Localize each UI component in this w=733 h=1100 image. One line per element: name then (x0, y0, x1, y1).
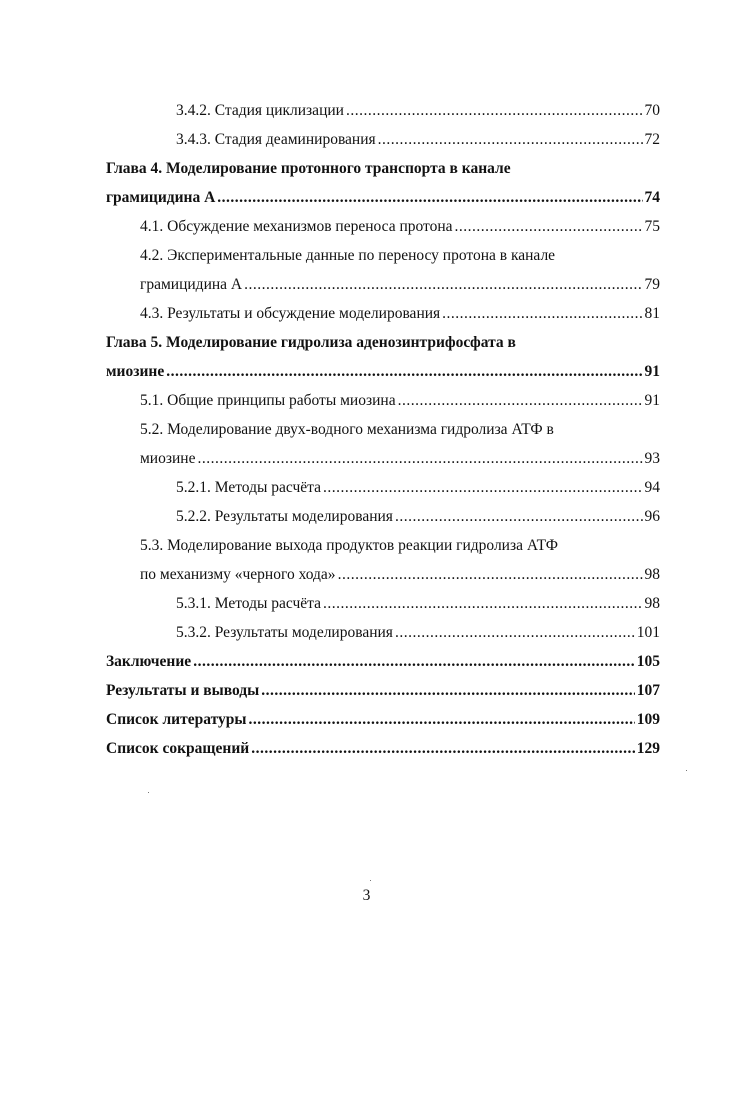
toc-entry-text: 3.4.3. Стадия деаминирования (176, 131, 376, 148)
dot-leader (338, 564, 643, 586)
toc-entry-5-2-2[interactable] (176, 506, 660, 528)
dot-leader (248, 709, 634, 731)
toc-entry-text: 5.3.1. Методы расчёта (176, 595, 321, 612)
toc-entry-text: миозине (140, 450, 196, 467)
toc-entry-5-3[interactable] (140, 564, 660, 586)
toc-entry-conclusion[interactable] (106, 651, 660, 673)
toc-entry-5-1[interactable] (140, 390, 660, 412)
toc-5-2-title-line1: 5.2. Моделирование двух-водного механизма гидролиза АТФ в (140, 421, 554, 438)
toc-entry-text: 4.1. Обсуждение механизмов переноса протона (140, 218, 453, 235)
toc-entry-page: 105 (636, 653, 660, 670)
dot-leader (323, 593, 643, 615)
dot-leader (395, 622, 635, 644)
toc-entry-text: грамицидина А (106, 189, 216, 206)
toc-entry-page: 75 (644, 218, 660, 235)
toc-entry-page: 91 (644, 392, 660, 409)
dot-leader (395, 506, 643, 528)
toc-entry-text: миозине (106, 363, 165, 380)
dot-leader (251, 738, 635, 760)
toc-entry-text: по механизму «черного хода» (140, 566, 336, 583)
toc-entry-page: 96 (644, 508, 660, 525)
toc-entry-page: 79 (644, 276, 660, 293)
toc-entry-results[interactable] (106, 680, 660, 702)
toc-entry-abbreviations[interactable] (106, 738, 660, 760)
toc-entry-4-2[interactable] (140, 274, 660, 296)
toc-entry-text: Результаты и выводы (106, 682, 260, 699)
toc-entry-chapter-5[interactable] (106, 361, 660, 383)
dot-leader (398, 390, 643, 412)
dot-leader (261, 680, 635, 702)
toc-entry-page: 109 (636, 711, 660, 728)
dot-leader (244, 274, 642, 296)
toc-entry-3-4-3[interactable] (176, 129, 660, 151)
scan-speck (370, 880, 371, 881)
toc-entry-page: 98 (644, 566, 660, 583)
toc-4-2-title-line1: 4.2. Экспериментальные данные по переносу протона в канале (140, 247, 556, 264)
toc-entry-page: 93 (644, 450, 660, 467)
dot-leader (166, 361, 642, 383)
dot-leader (193, 651, 635, 673)
toc-entry-page: 107 (636, 682, 660, 699)
toc-entry-3-4-2[interactable] (176, 100, 660, 122)
toc-entry-page: 72 (644, 131, 660, 148)
scan-speck (148, 792, 149, 793)
toc-5-3-title-line1: 5.3. Моделирование выхода продуктов реакции гидролиза АТФ (140, 537, 559, 554)
toc-entry-5-2-1[interactable] (176, 477, 660, 499)
toc-entry-text: грамицидина А (140, 276, 243, 293)
toc-entry-5-3-1[interactable] (176, 593, 660, 615)
page-number: 3 (362, 887, 371, 904)
toc-entry-page: 74 (644, 189, 660, 206)
toc-entry-text: 3.4.2. Стадия циклизации (176, 102, 344, 119)
toc-chapter-4-title-line1: Глава 4. Моделирование протонного транспорта в канале (106, 160, 511, 177)
toc-entry-page: 101 (636, 624, 660, 641)
toc-entry-text: 4.3. Результаты и обсуждение моделирования (140, 305, 441, 322)
dot-leader (346, 100, 643, 122)
dot-leader (455, 216, 643, 238)
dot-leader (323, 477, 643, 499)
toc-entry-page: 70 (644, 102, 660, 119)
toc-entry-page: 129 (636, 740, 660, 757)
toc-entry-4-1[interactable] (140, 216, 660, 238)
dot-leader (442, 303, 642, 325)
toc-entry-5-3-2[interactable] (176, 622, 660, 644)
toc-entry-text: Список сокращений (106, 740, 250, 757)
toc-entry-page: 81 (644, 305, 660, 322)
toc-entry-page: 94 (644, 479, 660, 496)
dot-leader (217, 187, 642, 209)
toc-entry-text: 5.2.2. Результаты моделирования (176, 508, 393, 525)
scan-speck (686, 770, 687, 771)
dot-leader (378, 129, 643, 151)
toc-entry-text: 5.1. Общие принципы работы миозина (140, 392, 396, 409)
toc-chapter-5-title-line1: Глава 5. Моделирование гидролиза аденозинтрифосфата в (106, 334, 516, 351)
toc-entry-text: 5.2.1. Методы расчёта (176, 479, 321, 496)
toc-entry-text: Список литературы (106, 711, 247, 728)
toc-entry-page: 98 (644, 595, 660, 612)
toc-entry-text: 5.3.2. Результаты моделирования (176, 624, 393, 641)
toc-entry-4-3[interactable] (140, 303, 660, 325)
dot-leader (197, 448, 642, 470)
toc-entry-page: 91 (644, 363, 660, 380)
toc-entry-references[interactable] (106, 709, 660, 731)
toc-entry-text: Заключение (106, 653, 192, 670)
toc-entry-5-2[interactable] (140, 448, 660, 470)
toc-entry-chapter-4[interactable] (106, 187, 660, 209)
